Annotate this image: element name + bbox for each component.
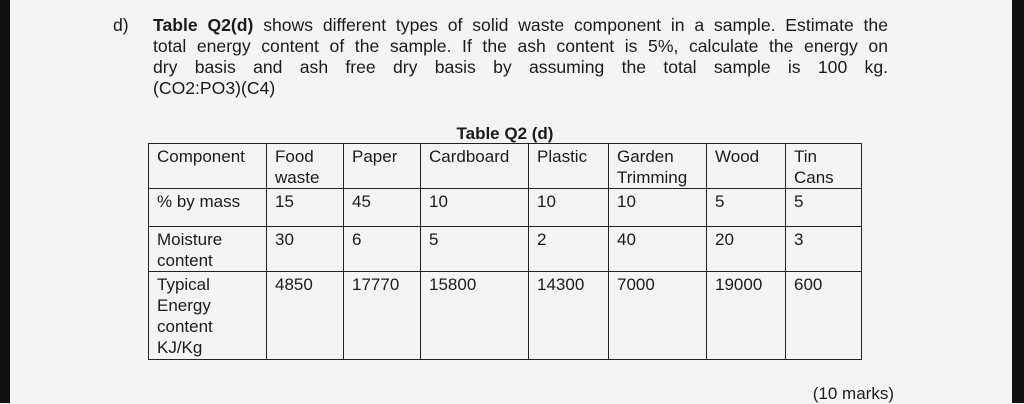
header-cell: Food waste [267, 144, 344, 189]
question-line-1-rest: shows different types of solid waste component in a sample. Estimate the [253, 15, 889, 35]
header-cell: Cardboard [421, 144, 529, 189]
table-caption: Table Q2 (d) [456, 124, 554, 143]
question-label: d) [113, 15, 129, 35]
table-cell: 15 [267, 189, 344, 227]
marks-label: (10 marks) [812, 384, 894, 403]
table-header-row [149, 144, 862, 189]
table-cell: 10 [529, 189, 609, 227]
header-cell: Garden Trimming [609, 144, 707, 189]
table-cell: 600 [786, 272, 862, 360]
header-cell: Wood [707, 144, 786, 189]
table-cell: 5 [707, 189, 786, 227]
table-cell: % by mass [149, 189, 267, 227]
header-cell: Plastic [529, 144, 609, 189]
table-cell: 5 [421, 227, 529, 272]
question-line-4: (CO2:PO3)(C4) [153, 78, 276, 98]
table-cell: 20 [707, 227, 786, 272]
question-line-3: dry basis and ash free dry basis by assuming the total sample is 100 kg. [153, 57, 888, 77]
table-reference: Table Q2(d) [153, 15, 254, 35]
question-text [153, 15, 888, 99]
table-cell: 19000 [707, 272, 786, 360]
question-line-1 [153, 15, 888, 36]
header-cell: Tin Cans [786, 144, 862, 189]
table-cell: 40 [609, 227, 707, 272]
table-cell: 17770 [344, 272, 421, 360]
table-cell: 5 [786, 189, 862, 227]
table-cell: 15800 [421, 272, 529, 360]
table-cell: 7000 [609, 272, 707, 360]
table-cell: Moisture content [149, 227, 267, 272]
question-line-2: total energy content of the sample. If the ash content is 5%, calculate the energy on [153, 36, 888, 56]
table-row [149, 227, 862, 272]
table-row [149, 272, 862, 360]
table-cell: 10 [421, 189, 529, 227]
table-cell: 30 [267, 227, 344, 272]
table-cell: 4850 [267, 272, 344, 360]
table-row [149, 189, 862, 227]
table-cell: Typical Energy content KJ/Kg [149, 272, 267, 360]
table-cell: 45 [344, 189, 421, 227]
table-cell: 10 [609, 189, 707, 227]
right-frame-edge [1012, 0, 1024, 403]
header-cell: Paper [344, 144, 421, 189]
header-cell: Component [149, 144, 267, 189]
table-cell: 2 [529, 227, 609, 272]
table-cell: 14300 [529, 272, 609, 360]
left-frame-edge [0, 0, 10, 403]
table-cell: 6 [344, 227, 421, 272]
table-cell: 3 [786, 227, 862, 272]
waste-table [148, 143, 862, 360]
